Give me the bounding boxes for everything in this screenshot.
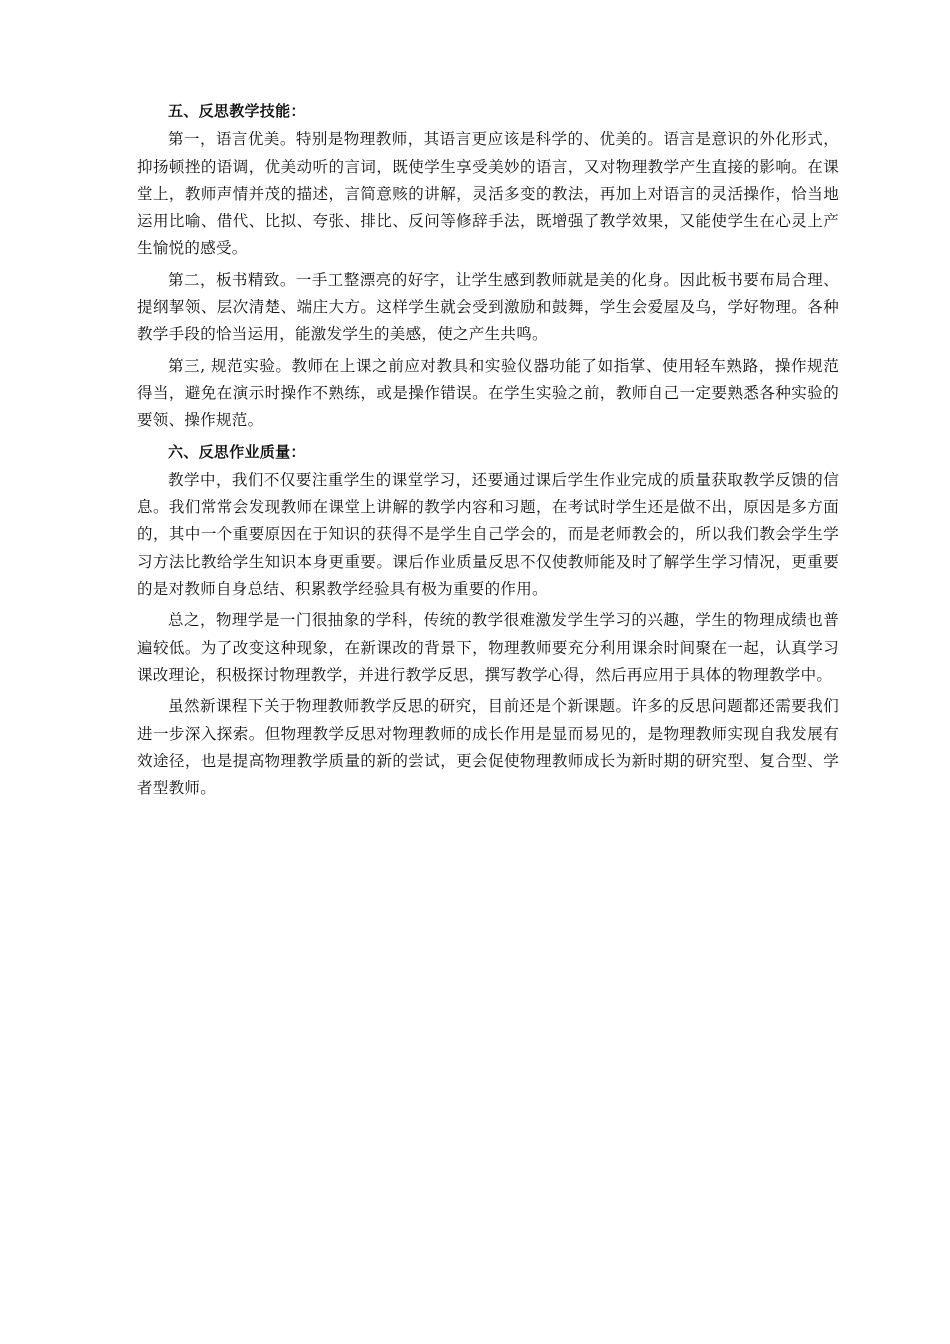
paragraph-summary: 总之，物理学是一门很抽象的学科，传统的教学很难激发学生学习的兴趣，学生的物理成绩也普遍较低。为了改变这种现象，在新课改的背景下，物理教师要充分利用课余时间聚在一起，认真学习课改理论，积极探讨物理教学，并进行教学反思，撰写教学心得，然后再应用于具体的物理教学中。 [137,611,839,684]
section-heading-homework: 六、反思作业质量： [168,442,306,461]
paragraph-blackboard: 第二，板书精致。一手工整漂亮的好字，让学生感到教师就是美的化身。因此板书要布局合理、提纲挈领、层次清楚、端庄大方。这样学生就会受到激励和鼓舞，学生会爱屋及乌，学好物理。各种教学手段的恰当运用，能激发学生的美感，使之产生共鸣。 [137,270,839,344]
section-heading-skills: 五、反思教学技能： [168,102,306,120]
paragraph-conclusion: 虽然新课程下关于物理教师教学反思的研究，目前还是个新课题。许多的反思问题都还需要我们进一步深入探索。但物理教学反思对物理教师的成长作用是显而易见的，是物理教师实现自我发展有效途径，也是提高物理教学质量的新的尝试，更会促使物理教师成长为新时期的研究型、复合型、学者型教师。 [137,697,839,798]
paragraph-language: 第一，语言优美。特别是物理教师，其语言更应该是科学的、优美的。语言是意识的外化形式，抑扬顿挫的语调，优美动听的言词，既使学生享受美妙的语言，又对物理教学产生直接的影响。在课堂上，教师声情并茂的描述，言简意赅的讲解，灵活多变的教法，再加上对语言的灵活操作，恰当地运用比喻、借代、比拟、夸张、排比、反问等修辞手法，既增强了教学效果，又能使学生在心灵上产生愉悦的感受。 [137,130,839,258]
paragraph-experiment: 第三, 规范实验。教师在上课之前应对教具和实验仪器功能了如指掌、使用轻车熟路，操作规范得当，避免在演示时操作不熟练，或是操作错误。在学生实验之前，教师自己一定要熟悉各种实验的要领、操作规范。 [137,356,839,430]
paragraph-homework: 教学中，我们不仅要注重学生的课堂学习，还要通过课后学生作业完成的质量获取教学反馈的信息。我们常常会发现教师在课堂上讲解的教学内容和习题，在考试时学生还是做不出，原因是多方面的，其中一个重要原因在于知识的获得不是学生自己学会的，而是老师教会的，所以我们教会学生学习方法比教给学生知识本身更重要。课后作业质量反思不仅使教师能及时了解学生学习情况，更重要的是对教师自身总结、积累教学经验具有极为重要的作用。 [137,470,839,599]
document-body [137,98,839,806]
